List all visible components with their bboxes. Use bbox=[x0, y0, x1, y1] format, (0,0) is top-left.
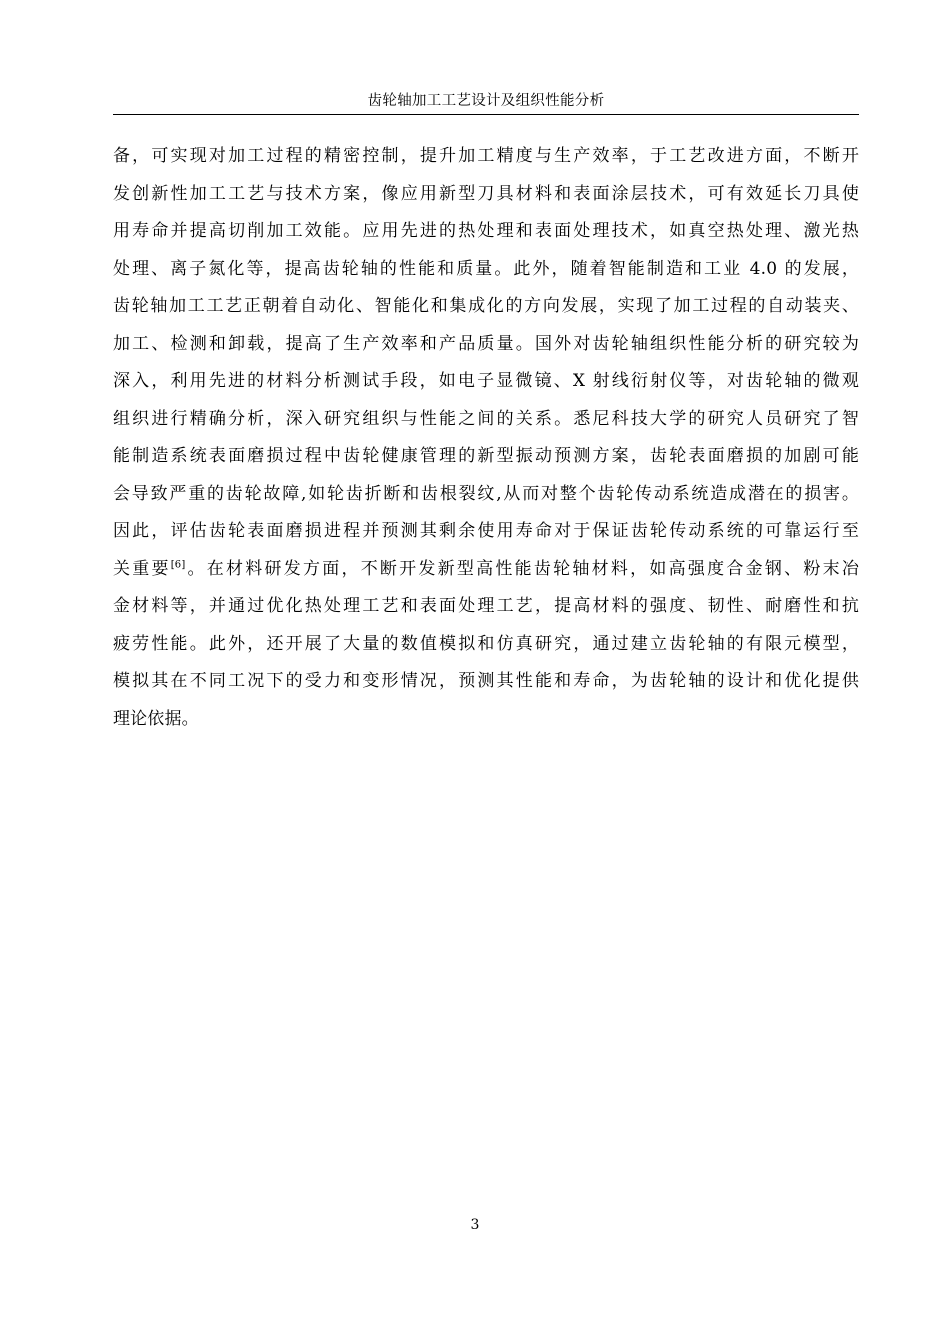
citation-reference[interactable]: [6] bbox=[170, 558, 186, 570]
citation-line-end: 。在材料研发方面，不断开发新型高性能齿轮轴材料，如高强度合金钢、粉末冶 bbox=[185, 558, 860, 579]
text-line: 用寿命并提高切削加工效能。应用先进的热处理和表面处理技术，如真空热处理、激光热 bbox=[113, 221, 859, 241]
text-line: 深入，利用先进的材料分析测试手段，如电子显微镜、X 射线衍射仪等，对齿轮轴的微观 bbox=[113, 371, 859, 391]
text-line: 疲劳性能。此外，还开展了大量的数值模拟和仿真研究，通过建立齿轮轴的有限元模型， bbox=[113, 633, 859, 654]
citation-line-start: 关重要 bbox=[113, 558, 171, 579]
page-header bbox=[113, 88, 859, 115]
text-line: 因此，评估齿轮表面磨损进程并预测其剩余使用寿命对于保证齿轮传动系统的可靠运行至 bbox=[113, 521, 859, 541]
text-line: 金材料等，并通过优化热处理工艺和表面处理工艺，提高材料的强度、韧性、耐磨性和抗 bbox=[113, 596, 859, 616]
text-line: 组织进行精确分析，深入研究组织与性能之间的关系。悉尼科技大学的研究人员研究了智 bbox=[113, 408, 859, 429]
text-line-last: 理论依据。 bbox=[113, 708, 199, 729]
header-title: 齿轮轴加工工艺设计及组织性能分析 bbox=[367, 93, 605, 109]
body-paragraph bbox=[113, 138, 859, 738]
page-number: 3 bbox=[470, 1217, 480, 1233]
text-line: 备，可实现对加工过程的精密控制，提升加工精度与生产效率，于工艺改进方面，不断开 bbox=[113, 146, 859, 166]
text-line: 齿轮轴加工工艺正朝着自动化、智能化和集成化的方向发展，实现了加工过程的自动装夹、 bbox=[113, 296, 859, 316]
text-line: 会导致严重的齿轮故障,如轮齿折断和齿根裂纹,从而对整个齿轮传动系统造成潜在的损害。 bbox=[113, 483, 859, 504]
text-line: 发创新性加工工艺与技术方案，像应用新型刀具材料和表面涂层技术，可有效延长刀具使 bbox=[113, 183, 859, 204]
text-line: 模拟其在不同工况下的受力和变形情况，预测其性能和寿命，为齿轮轴的设计和优化提供 bbox=[113, 671, 859, 691]
text-line: 处理、离子氮化等，提高齿轮轴的性能和质量。此外，随着智能制造和工业 4.0 的发展， bbox=[113, 258, 859, 279]
text-line-with-citation bbox=[113, 551, 859, 589]
text-line: 能制造系统表面磨损过程中齿轮健康管理的新型振动预测方案，齿轮表面磨损的加剧可能 bbox=[113, 446, 859, 466]
text-line: 加工、检测和卸载，提高了生产效率和产品质量。国外对齿轮轴组织性能分析的研究较为 bbox=[113, 333, 859, 354]
